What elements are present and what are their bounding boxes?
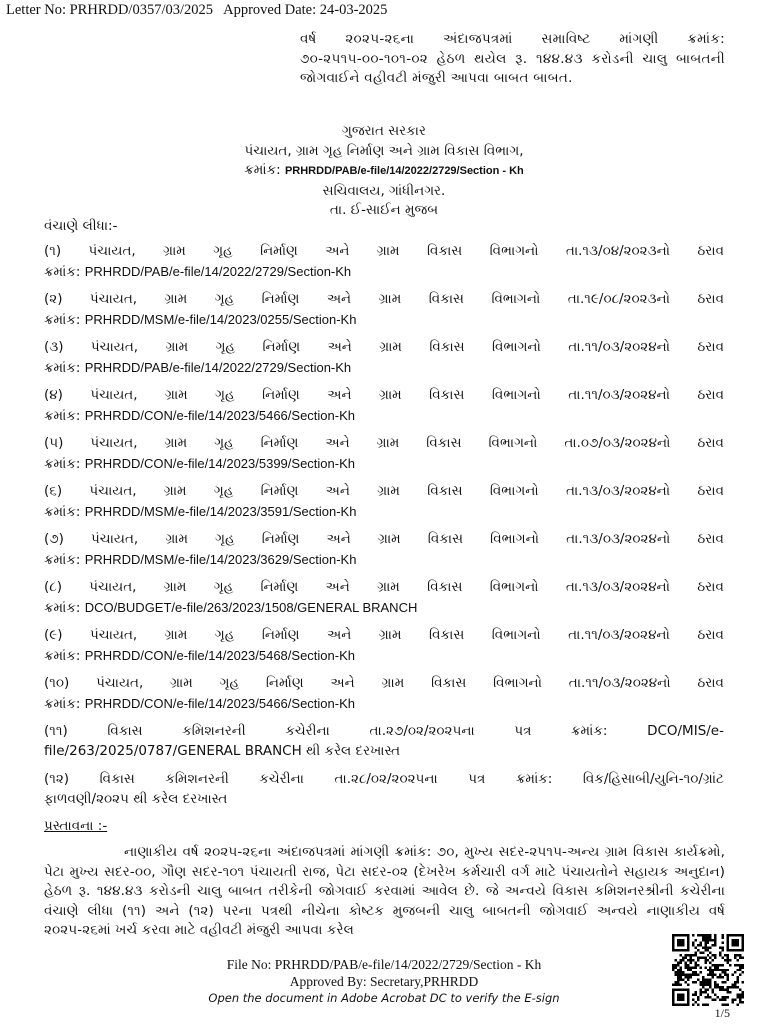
reference-word: કચેરીના (259, 771, 304, 787)
reference-number: (૧૦) (44, 675, 70, 691)
reference-word: વિકાસ (107, 723, 143, 739)
reference-code: PRHRDD/MSM/e-file/14/2023/0255/Section-Kh (84, 311, 357, 327)
reference-word: ગૃહ (215, 339, 236, 355)
reference-word: વિકાસ (426, 435, 462, 451)
reference-word: અને (327, 387, 352, 403)
reference-line2: ફાળવણી/૨૦૨૫ થી કરેલ દરખાસ્ત (44, 790, 228, 807)
reference-word: ગ્રામ (377, 531, 401, 547)
reference-word: ગૃહ (213, 243, 233, 259)
preamble-text: નાણાકીય વર્ષ ૨૦૨૫-૨૬ના અંદાજપત્રમાં માંગણી ક્રમાંક: ૭૦, મુખ્ય સદર-૨૫૧૫-અન્ય ગ્રામ વિકાસ કાર્યક્રમો, પેટા મુખ્ય સદર-૦૦, ગૌણ સદર-૧૦૧ પંચાયતી રાજ, પેટા સદર-૦૨ (દેખરેખ કર્મચારી વર્ગ માટે પંચાયતોને સહાયક અનુદાન) હેઠળ રૂ. ૧૪૪.૪૩ કરોડની ચાલુ બાબત તરીકેની જોગવાઈ કરવામાં આવેલ છે. જે અન્વયે વિકાસ કમિશનરશ્રીની કચેરીના વંચાણે લીધા (૧૧) અને (૧૨) પરના પત્રથી નીચેના કોષ્ટક મુજબની ચાલુ બાબતની જોગવાઈ અન્વયે નાણાકીય વર્ષ ૨૦૨૫-૨૬માં ખર્ચ કરવા માટે વહીવટી મંજુરી આપવા કરેલ (44, 844, 725, 938)
reference-word: વિભાગનો (491, 387, 541, 403)
reference-word: ગ્રામ (379, 387, 402, 403)
reference-word: તા.૨૭/૦૨/૨૦૨૫ના (369, 723, 475, 739)
preamble-heading: પ્રસ્તાવના :- (44, 818, 108, 834)
reference-word: વિભાગનો (493, 675, 542, 691)
reference-word: ઠરાવ (697, 675, 724, 691)
subject-text: વર્ષ ૨૦૨૫-૨૬ના અંદાજપત્રમાં સમાવિષ્ટ માંગણી ક્રમાંક: ૭૦-૨૫૧૫-૦૦-૧૦૧-૦૨ હેઠળ થયેલ રૂ. ૧૪૪.૪૩ કરોડની ચાલુ બાબતની જોગવાઈને વહીવટી મંજુરી આપવા બાબત બાબત. (300, 31, 725, 86)
reference-line2: file/263/2025/0787/GENERAL BRANCH થી કરેલ દરખાસ્ત (44, 742, 401, 759)
reference-word: ગ્રામ (377, 579, 400, 595)
ref-code: PRHRDD/PAB/e-file/14/2022/2729/Section - Kh (284, 165, 524, 177)
reference-word: વિકાસ (427, 579, 463, 595)
reference-word: ગ્રામ (165, 531, 189, 547)
reference-word: (૧૨) (44, 771, 70, 787)
reference-word: અને (330, 675, 355, 691)
office-location: સચિવાલય, ગાંધીનગર. (322, 182, 446, 199)
reference-item (44, 338, 724, 377)
reference-word: નિર્માણ (261, 291, 300, 307)
footer (0, 956, 768, 1007)
reference-line2 (44, 406, 724, 427)
kramank-label: ક્રમાંક: (44, 455, 81, 472)
reference-word: વિકાસ (429, 627, 465, 643)
reference-word: પત્ર (468, 771, 486, 787)
reference-word: નિર્માણ (262, 387, 300, 403)
reference-code: DCO/BUDGET/e-file/263/2023/1508/GENERAL BRANCH (84, 599, 418, 615)
reference-word: પંચાયત, (89, 483, 137, 499)
reference-line2 (44, 310, 724, 331)
reference-word: નિર્માણ (260, 483, 299, 499)
issue-date-line: તા. ઈ-સાઈન મુજબ (329, 202, 439, 218)
reference-word: નિર્માણ (260, 579, 299, 595)
reference-word: વિભાગનો (489, 579, 539, 595)
reference-word: ક્રમાંક: (571, 723, 608, 739)
reference-code: PRHRDD/CON/e-file/14/2023/5466/Section-Kh (84, 407, 355, 423)
reference-number: (૬) (44, 483, 63, 499)
reference-word: ગ્રામ (163, 243, 186, 259)
reference-word: પંચાયત, (88, 243, 136, 259)
reference-number: (૭) (44, 531, 64, 547)
reference-date: તા.૧૩/૦૩/૨૦૨૪નો (565, 483, 671, 499)
reference-word: પંચાયત, (89, 579, 137, 595)
reference-item (44, 770, 724, 809)
reference-word: તા.૨૮/૦૨/૨૦૨૫ના (334, 771, 438, 787)
kramank-label: ક્રમાંક: (44, 695, 81, 712)
issuer-block (0, 122, 768, 221)
reference-word: વિક/હિસાબી/યુનિ-૧૦/ગ્રાંટ (582, 771, 724, 787)
approved-date: Approved Date: 24-03-2025 (223, 2, 388, 18)
reference-word: ગ્રામ (377, 483, 400, 499)
reference-line2 (44, 598, 724, 619)
reference-word: ગ્રામ (379, 339, 402, 355)
verify-note: Open the document in Adobe Acrobat DC to verify the E-sign (208, 991, 560, 1005)
reference-item (44, 242, 724, 281)
reference-line2 (44, 646, 724, 667)
reference-item (44, 626, 724, 665)
reference-code: PRHRDD/CON/e-file/14/2023/5399/Section-Kh (84, 455, 355, 471)
reference-code: PRHRDD/MSM/e-file/14/2023/3591/Section-Kh (84, 503, 357, 519)
reference-word: પંચાયત, (91, 531, 139, 547)
reference-word: ગ્રામ (164, 435, 188, 451)
kramank-label: ક્રમાંક: (44, 551, 81, 568)
reference-date: તા.૧૧/૦૩/૨૦૨૪નો (568, 387, 670, 403)
reference-word: પંચાયત, (90, 387, 138, 403)
reference-item (44, 482, 724, 521)
reference-word: વિકાસ (429, 387, 465, 403)
reference-word: ગ્રામ (165, 339, 189, 355)
reference-line2 (44, 358, 724, 379)
reference-date: તા.૧૩/૦૩/૨૦૨૪નો (565, 579, 670, 595)
reference-word: ગૃહ (219, 675, 240, 691)
reference-word: વિકાસ (99, 771, 135, 787)
kramank-label: ક્રમાંક: (44, 647, 81, 664)
reference-word: ગૃહ (213, 579, 234, 595)
reference-word: ગૃહ (215, 531, 235, 547)
reference-number: (૯) (44, 627, 63, 643)
reference-word: ગૃહ (214, 627, 235, 643)
reference-word: વિભાગનો (489, 483, 539, 499)
reference-word: વિકાસ (431, 675, 467, 691)
reference-word: DCO/MIS/e- (647, 723, 724, 739)
kramank-label: ક્રમાંક: (44, 263, 81, 280)
kramank-label: ક્રમાંક: (44, 503, 81, 520)
reference-word: અને (327, 339, 352, 355)
reference-line2 (44, 502, 724, 523)
reference-number: (૩) (44, 339, 64, 355)
reference-item (44, 578, 724, 617)
reference-word: વિભાગનો (491, 291, 541, 307)
reference-word: વિભાગનો (491, 627, 541, 643)
reference-word: અને (325, 483, 350, 499)
reference-word: ગ્રામ (164, 291, 188, 307)
reference-word: નિર્માણ (265, 675, 304, 691)
approved-by: Approved By: Secretary,PRHRDD (289, 974, 479, 989)
reference-number: (૧) (44, 243, 62, 259)
reference-word: ગ્રામ (376, 435, 400, 451)
qr-code-icon (672, 934, 744, 1006)
reference-word: કચેરીના (285, 723, 330, 739)
kramank-label: ક્રમાંક: (44, 599, 81, 616)
reference-word: ગ્રામ (378, 291, 402, 307)
reference-word: ઠરાવ (697, 387, 724, 403)
reference-word: નિર્માણ (260, 243, 298, 259)
reference-item (44, 386, 724, 425)
read-heading: વંચાણે લીધા:- (44, 218, 118, 234)
reference-code: PRHRDD/CON/e-file/14/2023/5468/Section-Kh (84, 647, 355, 663)
reference-word: અને (326, 531, 351, 547)
reference-item (44, 530, 724, 569)
reference-word: ઠરાવ (697, 435, 724, 451)
reference-code: PRHRDD/PAB/e-file/14/2022/2729/Section-Kh (84, 359, 352, 375)
reference-word: વિકાસ (427, 483, 463, 499)
reference-word: વિભાગનો (492, 339, 541, 355)
reference-word: પત્ર (514, 723, 532, 739)
reference-number: (૪) (44, 387, 63, 403)
reference-number: (૨) (44, 291, 63, 307)
reference-date: તા.૧૧/૦૩/૨૦૨૪નો (568, 339, 671, 355)
reference-word: નિર્માણ (261, 531, 300, 547)
reference-date: તા.૦૭/૦૩/૨૦૨૪નો (564, 435, 671, 451)
reference-word: વિકાસ (428, 291, 464, 307)
reference-number: (૮) (44, 579, 62, 595)
reference-item (44, 290, 724, 329)
reference-date: તા.૧૯/૦૮/૨૦૨૩નો (567, 291, 670, 307)
reference-code: PRHRDD/MSM/e-file/14/2023/3629/Section-Kh (84, 551, 357, 567)
reference-word: વિભાગનો (489, 243, 539, 259)
reference-line2 (44, 454, 724, 475)
reference-line2 (44, 262, 724, 283)
reference-line2 (44, 694, 724, 715)
reference-word: ઠરાવ (697, 291, 724, 307)
reference-word: (૧૧) (44, 723, 68, 739)
reference-word: અને (327, 627, 352, 643)
reference-word: ગ્રામ (170, 675, 193, 691)
reference-word: કમિશનરની (165, 771, 229, 787)
reference-number: (૫) (44, 435, 64, 451)
reference-word: વિભાગનો (488, 435, 538, 451)
reference-word: ગૃહ (214, 291, 235, 307)
reference-word: ગ્રામ (163, 579, 187, 595)
reference-word: નિર્માણ (261, 627, 300, 643)
reference-date: તા.૧૧/૦૩/૨૦૨૪નો (568, 627, 670, 643)
kramank-label: ક્રમાંક: (44, 407, 81, 424)
reference-word: વિભાગનો (490, 531, 539, 547)
department-name: પંચાયત, ગ્રામ ગૃહ નિર્માણ અને ગ્રામ વિકાસ વિભાગ, (244, 142, 524, 159)
government-name: ગુજરાત સરકાર (342, 123, 426, 139)
reference-line2 (44, 550, 724, 571)
reference-word: પંચાયત, (90, 435, 138, 451)
reference-word: અને (325, 435, 350, 451)
reference-word: અને (325, 579, 350, 595)
reference-word: ગ્રામ (376, 243, 400, 259)
reference-date: તા.૧૩/૦૪/૨૦૨૩નો (565, 243, 671, 259)
reference-word: પંચાયત, (90, 339, 139, 355)
reference-word: પંચાયત, (89, 291, 138, 307)
reference-word: અને (325, 243, 350, 259)
reference-item (44, 434, 724, 473)
reference-word: ગૃહ (215, 387, 235, 403)
reference-word: પંચાયત, (96, 675, 144, 691)
reference-list (44, 242, 724, 818)
file-number: File No: PRHRDD/PAB/e-file/14/2022/2729/Section - Kh (226, 957, 542, 972)
kramank-label: ક્રમાંક: (44, 311, 81, 328)
reference-code: PRHRDD/PAB/e-file/14/2022/2729/Section-Kh (84, 263, 352, 279)
reference-word: ગ્રામ (381, 675, 405, 691)
reference-date: તા.૧૩/૦૩/૨૦૨૪નો (566, 531, 671, 547)
reference-word: નિર્માણ (262, 339, 301, 355)
reference-word: ગ્રામ (164, 627, 188, 643)
reference-word: ઠરાવ (697, 579, 724, 595)
reference-word: નિર્માણ (260, 435, 299, 451)
reference-word: પંચાયત, (90, 627, 138, 643)
letter-header (6, 2, 387, 19)
reference-item (44, 674, 724, 713)
reference-word: ગ્રામ (378, 627, 402, 643)
reference-word: ગૃહ (213, 483, 234, 499)
reference-word: ઠરાવ (697, 483, 724, 499)
reference-word: વિકાસ (427, 531, 464, 547)
reference-word: ગૃહ (214, 435, 234, 451)
reference-word: વિકાસ (426, 243, 463, 259)
reference-code: PRHRDD/CON/e-file/14/2023/5466/Section-Kh (84, 695, 355, 711)
reference-word: ઠરાવ (697, 243, 724, 259)
reference-word: ઠરાવ (697, 531, 724, 547)
page-number: 1/5 (714, 1006, 730, 1020)
reference-word: ઠરાવ (697, 627, 724, 643)
reference-word: ગ્રામ (163, 483, 187, 499)
reference-word: અને (326, 291, 352, 307)
issuer-ref (0, 161, 768, 182)
reference-word: કમિશનરની (182, 723, 246, 739)
reference-word: ઠરાવ (697, 339, 724, 355)
letter-number: Letter No: PRHRDD/0357/03/2025 (6, 2, 214, 18)
kramank-label: ક્રમાંક: (44, 359, 81, 376)
reference-date: તા.૧૧/૦૩/૨૦૨૪નો (568, 675, 671, 691)
reference-word: ક્રમાંક: (515, 771, 553, 787)
reference-word: ગ્રામ (164, 387, 188, 403)
ref-label: ક્રમાંક: (244, 162, 281, 178)
reference-item (44, 722, 724, 761)
reference-word: વિકાસ (429, 339, 465, 355)
